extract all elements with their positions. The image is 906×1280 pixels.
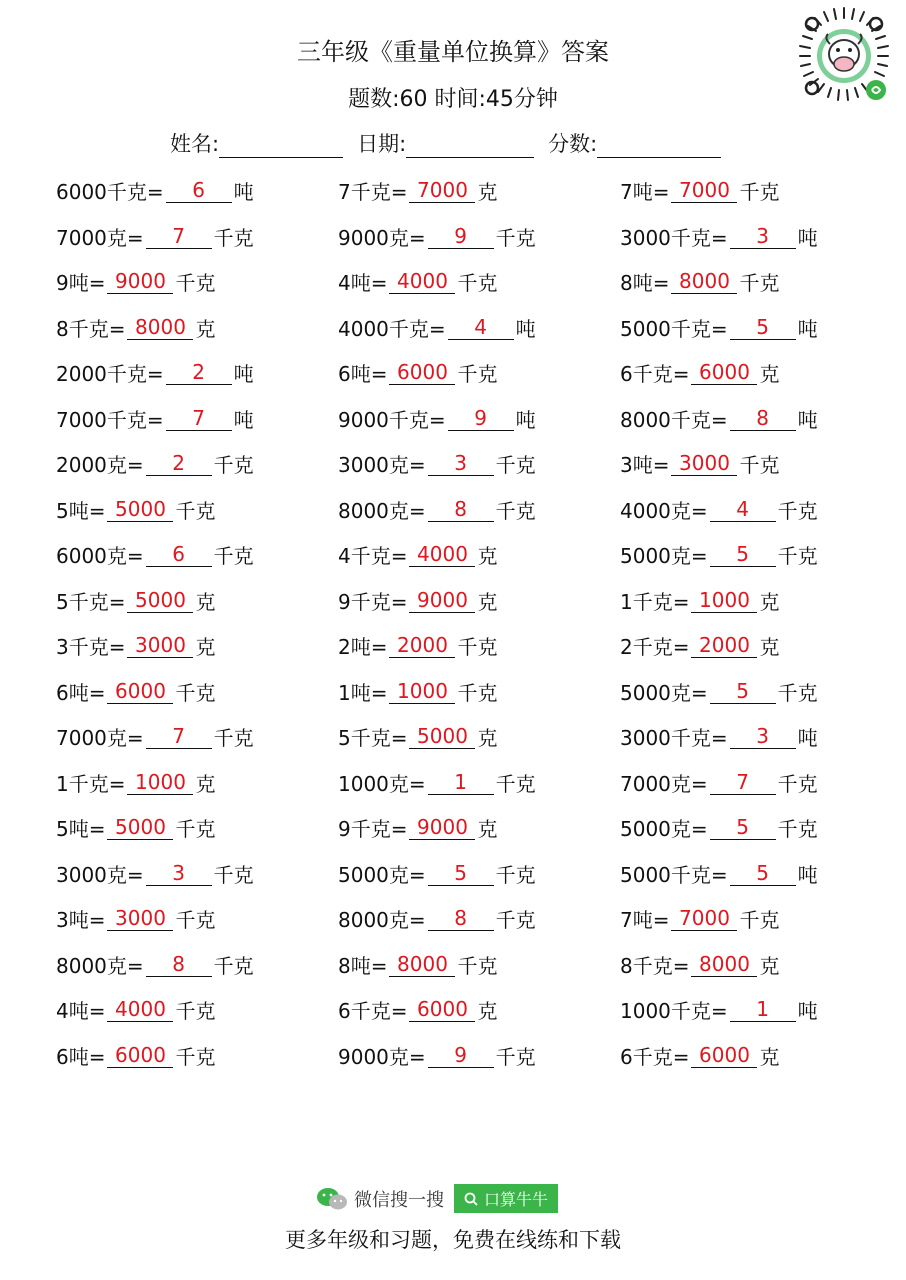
question-text: 5000克= (338, 862, 426, 887)
answer-blank[interactable]: 3000 (671, 451, 737, 476)
answer-blank[interactable]: 1 (730, 997, 796, 1022)
answer-blank[interactable]: 5 (730, 315, 796, 340)
date-label: 日期: (357, 132, 407, 156)
column-3 (620, 168, 900, 1078)
unit-text: 吨 (797, 407, 818, 432)
question-text: 9000克= (338, 225, 426, 250)
answer-blank[interactable]: 8000 (671, 269, 737, 294)
question-text: 9000克= (338, 1044, 426, 1069)
answer-blank[interactable]: 3 (428, 451, 494, 476)
question-text: 6吨= (338, 362, 388, 387)
question-text: 7吨= (620, 908, 670, 933)
exercise-item (620, 305, 900, 351)
exercise-item (620, 760, 900, 806)
question-text: 9千克= (338, 817, 408, 842)
answer-blank[interactable]: 5000 (107, 497, 173, 522)
exercise-item (56, 214, 336, 260)
answer-blank[interactable]: 6000 (107, 679, 173, 704)
unit-text: 克 (759, 589, 780, 614)
answer-blank[interactable]: 3000 (127, 633, 193, 658)
exercise-item (338, 623, 618, 669)
answer-blank[interactable]: 7 (146, 724, 212, 749)
answer-blank[interactable]: 8 (428, 906, 494, 931)
question-text: 5吨= (56, 817, 106, 842)
exercise-item (620, 1033, 900, 1079)
search-term: 口算牛牛 (484, 1190, 549, 1209)
question-text: 4000千克= (338, 316, 446, 341)
exercise-item (620, 259, 900, 305)
unit-text: 千克 (495, 908, 536, 933)
name-label: 姓名: (170, 132, 220, 156)
question-text: 5000克= (620, 817, 708, 842)
unit-text: 千克 (739, 271, 780, 296)
exercise-item (56, 487, 336, 533)
answer-blank[interactable]: 3 (730, 224, 796, 249)
question-text: 8千克= (620, 953, 690, 978)
answer-blank[interactable]: 7000 (671, 178, 737, 203)
answer-blank[interactable]: 5000 (409, 724, 475, 749)
answer-blank[interactable]: 8 (146, 952, 212, 977)
question-text: 3000千克= (620, 225, 728, 250)
score-label: 分数: (548, 132, 598, 156)
unit-text: 克 (477, 817, 498, 842)
question-text: 7000千克= (56, 407, 164, 432)
question-text: 2千克= (620, 635, 690, 660)
unit-text: 千克 (213, 953, 254, 978)
exercise-item (56, 942, 336, 988)
question-text: 2吨= (338, 635, 388, 660)
unit-text: 吨 (797, 726, 818, 751)
unit-text: 吨 (233, 362, 254, 387)
unit-text: 千克 (495, 453, 536, 478)
unit-text: 克 (759, 635, 780, 660)
question-text: 5000千克= (620, 316, 728, 341)
exercise-grid (56, 168, 856, 1068)
exercise-item (338, 942, 618, 988)
unit-text: 千克 (175, 680, 216, 705)
exercise-item (56, 578, 336, 624)
unit-text: 千克 (777, 817, 818, 842)
unit-text: 千克 (175, 1044, 216, 1069)
unit-text: 千克 (213, 453, 254, 478)
question-text: 5千克= (56, 589, 126, 614)
exercise-item (620, 168, 900, 214)
exercise-item (338, 851, 618, 897)
answer-blank[interactable]: 1000 (127, 770, 193, 795)
answer-blank[interactable]: 7 (710, 770, 776, 795)
name-field[interactable] (170, 128, 343, 158)
unit-text: 吨 (797, 225, 818, 250)
question-text: 7吨= (620, 180, 670, 205)
question-text: 9千克= (338, 589, 408, 614)
question-text: 8千克= (56, 316, 126, 341)
unit-text: 克 (477, 726, 498, 751)
answer-blank[interactable]: 8000 (127, 315, 193, 340)
unit-text: 吨 (797, 316, 818, 341)
answer-blank[interactable]: 5 (710, 542, 776, 567)
unit-text: 千克 (777, 680, 818, 705)
question-text: 1吨= (338, 680, 388, 705)
exercise-item (56, 760, 336, 806)
answer-blank[interactable]: 5 (428, 861, 494, 886)
unit-text: 千克 (495, 862, 536, 887)
wechat-icon (316, 1186, 348, 1212)
unit-text: 千克 (495, 1044, 536, 1069)
unit-text: 千克 (495, 225, 536, 250)
question-text: 3000克= (56, 862, 144, 887)
exercise-item (620, 214, 900, 260)
exercise-item (338, 487, 618, 533)
question-text: 1千克= (620, 589, 690, 614)
question-text: 8000克= (56, 953, 144, 978)
footer-tagline: 更多年级和习题，免费在线练和下载 (285, 1228, 621, 1252)
answer-blank[interactable]: 6000 (691, 360, 757, 385)
answer-blank[interactable]: 7000 (671, 906, 737, 931)
unit-text: 克 (477, 544, 498, 569)
exercise-item (620, 441, 900, 487)
answer-blank[interactable]: 8000 (691, 952, 757, 977)
exercise-item (338, 214, 618, 260)
unit-text: 千克 (175, 817, 216, 842)
search-icon (464, 1192, 478, 1206)
unit-text: 千克 (457, 953, 498, 978)
unit-text: 千克 (175, 498, 216, 523)
page-title: 三年级《重量单位换算》答案 (297, 38, 609, 66)
exercise-item (620, 987, 900, 1033)
answer-blank[interactable]: 9000 (107, 269, 173, 294)
answer-blank[interactable]: 8 (730, 406, 796, 431)
question-text: 9000千克= (338, 407, 446, 432)
unit-text: 千克 (457, 362, 498, 387)
answer-blank[interactable]: 4000 (107, 997, 173, 1022)
unit-text: 千克 (175, 271, 216, 296)
exercise-item (56, 441, 336, 487)
answer-blank[interactable]: 9000 (409, 588, 475, 613)
unit-text: 千克 (739, 908, 780, 933)
question-text: 8吨= (338, 953, 388, 978)
exercise-item (56, 1033, 336, 1079)
exercise-item (338, 305, 618, 351)
unit-text: 千克 (213, 862, 254, 887)
column-2 (338, 168, 618, 1078)
answer-blank[interactable]: 2000 (389, 633, 455, 658)
answer-blank[interactable]: 8 (428, 497, 494, 522)
question-text: 3千克= (56, 635, 126, 660)
answer-blank[interactable]: 2000 (691, 633, 757, 658)
search-box[interactable] (454, 1184, 558, 1213)
answer-blank[interactable]: 5000 (107, 815, 173, 840)
exercise-item (620, 623, 900, 669)
answer-blank[interactable]: 4 (710, 497, 776, 522)
exercise-item (338, 168, 618, 214)
unit-text: 千克 (175, 999, 216, 1024)
question-text: 7000克= (56, 726, 144, 751)
unit-text: 克 (195, 589, 216, 614)
exercise-item (338, 259, 618, 305)
answer-blank[interactable]: 7 (166, 406, 232, 431)
exercise-item (620, 487, 900, 533)
answer-blank[interactable]: 3000 (107, 906, 173, 931)
exercise-item (56, 305, 336, 351)
answer-blank[interactable]: 3 (146, 861, 212, 886)
question-text: 6千克= (620, 362, 690, 387)
student-info-row (170, 128, 721, 158)
unit-text: 克 (195, 771, 216, 796)
answer-blank[interactable]: 7000 (409, 178, 475, 203)
question-text: 5吨= (56, 498, 106, 523)
unit-text: 克 (759, 1044, 780, 1069)
date-field[interactable] (357, 128, 534, 158)
exercise-item (56, 896, 336, 942)
unit-text: 克 (477, 180, 498, 205)
wechat-search-label: 微信搜一搜 (354, 1189, 444, 1211)
question-text: 2000千克= (56, 362, 164, 387)
question-text: 7000克= (620, 771, 708, 796)
answer-blank[interactable]: 9 (448, 406, 514, 431)
question-text: 7千克= (338, 180, 408, 205)
unit-text: 千克 (457, 635, 498, 660)
unit-text: 克 (477, 589, 498, 614)
answer-blank[interactable]: 5000 (127, 588, 193, 613)
page-subtitle: 题数:60 时间:45分钟 (348, 87, 558, 112)
exercise-item (620, 896, 900, 942)
question-text: 6吨= (56, 680, 106, 705)
unit-text: 千克 (457, 271, 498, 296)
exercise-item (56, 805, 336, 851)
unit-text: 千克 (213, 225, 254, 250)
exercise-item (620, 396, 900, 442)
answer-blank[interactable]: 6 (146, 542, 212, 567)
unit-text: 千克 (777, 498, 818, 523)
answer-blank[interactable]: 3 (730, 724, 796, 749)
question-text: 7000克= (56, 225, 144, 250)
exercise-item (338, 396, 618, 442)
exercise-item (56, 851, 336, 897)
question-text: 8000克= (338, 908, 426, 933)
exercise-item (620, 851, 900, 897)
question-text: 3吨= (620, 453, 670, 478)
question-text: 8吨= (620, 271, 670, 296)
unit-text: 千克 (777, 771, 818, 796)
exercise-item (56, 532, 336, 578)
exercise-item (338, 669, 618, 715)
exercise-item (338, 805, 618, 851)
name-blank[interactable] (219, 135, 343, 158)
unit-text: 千克 (213, 726, 254, 751)
answer-blank[interactable]: 1 (428, 770, 494, 795)
answer-blank[interactable]: 6 (166, 178, 232, 203)
answer-blank[interactable]: 4000 (389, 269, 455, 294)
exercise-item (338, 987, 618, 1033)
exercise-item (56, 168, 336, 214)
unit-text: 千克 (739, 453, 780, 478)
exercise-item (338, 578, 618, 624)
question-text: 1000千克= (620, 999, 728, 1024)
question-text: 4000克= (620, 498, 708, 523)
unit-text: 克 (477, 999, 498, 1024)
question-text: 6吨= (56, 1044, 106, 1069)
exercise-item (56, 987, 336, 1033)
unit-text: 克 (195, 635, 216, 660)
unit-text: 吨 (233, 180, 254, 205)
answer-blank[interactable]: 6000 (409, 997, 475, 1022)
exercise-item (56, 714, 336, 760)
answer-blank[interactable]: 6000 (389, 360, 455, 385)
score-field[interactable] (548, 128, 721, 158)
question-text: 6千克= (338, 999, 408, 1024)
question-text: 5000千克= (620, 862, 728, 887)
question-text: 1000克= (338, 771, 426, 796)
answer-blank[interactable]: 8000 (389, 952, 455, 977)
unit-text: 吨 (515, 407, 536, 432)
answer-blank[interactable]: 9000 (409, 815, 475, 840)
question-text: 4吨= (338, 271, 388, 296)
answer-blank[interactable]: 2 (146, 451, 212, 476)
unit-text: 克 (759, 953, 780, 978)
exercise-item (56, 350, 336, 396)
question-text: 3吨= (56, 908, 106, 933)
exercise-item (338, 532, 618, 578)
column-1 (56, 168, 336, 1078)
question-text: 3000千克= (620, 726, 728, 751)
question-text: 5000克= (620, 680, 708, 705)
unit-text: 千克 (495, 771, 536, 796)
unit-text: 千克 (777, 544, 818, 569)
question-text: 5千克= (338, 726, 408, 751)
answer-blank[interactable]: 5 (730, 861, 796, 886)
question-text: 6000克= (56, 544, 144, 569)
unit-text: 吨 (797, 862, 818, 887)
answer-blank[interactable]: 9 (428, 224, 494, 249)
exercise-item (620, 350, 900, 396)
unit-text: 吨 (515, 316, 536, 341)
exercise-item (338, 714, 618, 760)
question-text: 9吨= (56, 271, 106, 296)
exercise-item (620, 942, 900, 988)
answer-blank[interactable]: 4000 (409, 542, 475, 567)
date-blank[interactable] (406, 135, 534, 158)
question-text: 8000克= (338, 498, 426, 523)
question-text: 8000千克= (620, 407, 728, 432)
unit-text: 克 (195, 316, 216, 341)
unit-text: 千克 (457, 680, 498, 705)
exercise-item (338, 1033, 618, 1079)
wechat-search-prompt (316, 1184, 558, 1213)
unit-text: 千克 (175, 908, 216, 933)
unit-text: 千克 (213, 544, 254, 569)
answer-blank[interactable]: 5 (710, 679, 776, 704)
answer-blank[interactable]: 2 (166, 360, 232, 385)
answer-blank[interactable]: 6000 (691, 1043, 757, 1068)
exercise-item (338, 350, 618, 396)
answer-blank[interactable]: 4 (448, 315, 514, 340)
qr-code-icon (792, 4, 896, 108)
question-text: 5000克= (620, 544, 708, 569)
unit-text: 千克 (495, 498, 536, 523)
exercise-item (620, 532, 900, 578)
question-text: 4吨= (56, 999, 106, 1024)
score-blank[interactable] (597, 135, 721, 158)
question-text: 3000克= (338, 453, 426, 478)
answer-blank[interactable]: 9 (428, 1043, 494, 1068)
question-text: 2000克= (56, 453, 144, 478)
exercise-item (620, 578, 900, 624)
exercise-item (56, 669, 336, 715)
question-text: 6千克= (620, 1044, 690, 1069)
exercise-item (338, 441, 618, 487)
answer-blank[interactable]: 1000 (691, 588, 757, 613)
exercise-item (56, 396, 336, 442)
answer-blank[interactable]: 6000 (107, 1043, 173, 1068)
exercise-item (338, 760, 618, 806)
answer-blank[interactable]: 1000 (389, 679, 455, 704)
exercise-item (338, 896, 618, 942)
exercise-item (56, 623, 336, 669)
exercise-item (56, 259, 336, 305)
exercise-item (620, 805, 900, 851)
unit-text: 克 (759, 362, 780, 387)
question-text: 1千克= (56, 771, 126, 796)
unit-text: 吨 (797, 999, 818, 1024)
unit-text: 千克 (739, 180, 780, 205)
exercise-item (620, 714, 900, 760)
exercise-item (620, 669, 900, 715)
question-text: 4千克= (338, 544, 408, 569)
answer-blank[interactable]: 5 (710, 815, 776, 840)
question-text: 6000千克= (56, 180, 164, 205)
unit-text: 吨 (233, 407, 254, 432)
answer-blank[interactable]: 7 (146, 224, 212, 249)
